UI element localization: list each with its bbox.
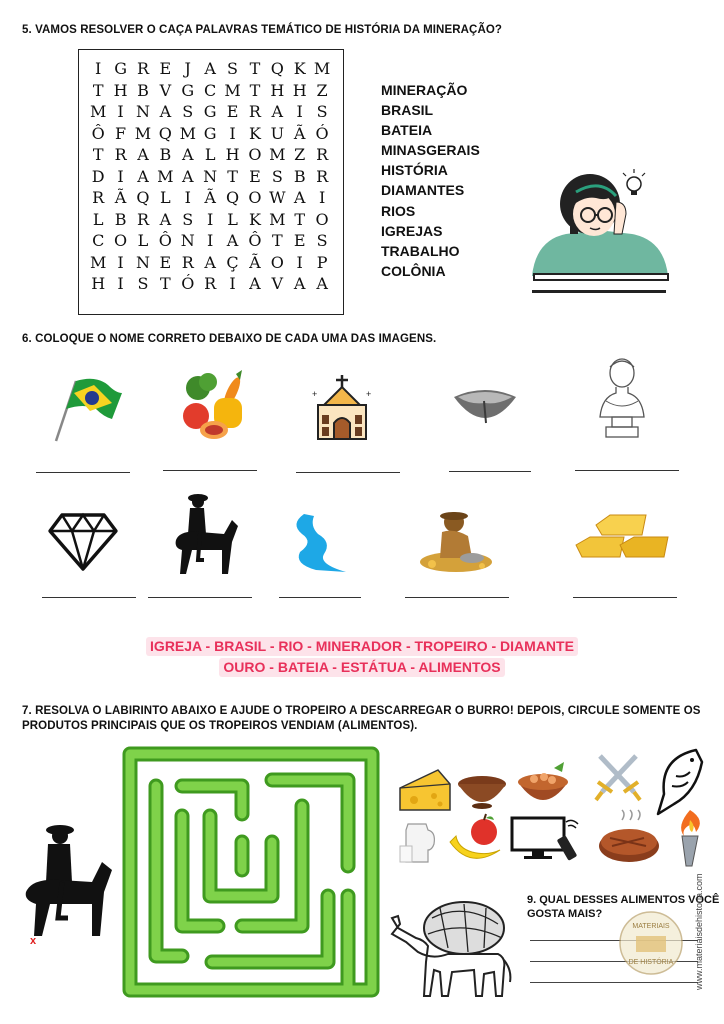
girl-studying-icon bbox=[530, 168, 670, 298]
gold-bars-icon bbox=[572, 507, 672, 565]
word-search-letter[interactable]: I bbox=[206, 231, 214, 250]
word-list-item: HISTÓRIA bbox=[381, 162, 448, 179]
word-search-letter[interactable]: M bbox=[90, 102, 107, 121]
word-search-letter[interactable]: E bbox=[226, 102, 239, 121]
answer-blank-7[interactable] bbox=[148, 597, 252, 598]
word-search-grid[interactable] bbox=[78, 49, 344, 315]
word-search-letter[interactable]: M bbox=[134, 123, 152, 143]
word-search-row bbox=[87, 101, 333, 123]
word-list-item: MINERAÇÃO bbox=[381, 82, 468, 98]
word-search-letter[interactable]: V bbox=[159, 80, 172, 100]
answer-blank-9[interactable] bbox=[405, 597, 509, 598]
word-search-letter[interactable]: M bbox=[157, 166, 174, 186]
word-search-row bbox=[87, 209, 333, 231]
word-search-letter[interactable]: O bbox=[270, 252, 284, 272]
fruits-icon[interactable] bbox=[448, 816, 504, 866]
word-search-letter[interactable]: K bbox=[248, 123, 261, 143]
word-search-letter[interactable]: U bbox=[270, 123, 285, 143]
word-search-letter[interactable]: E bbox=[293, 231, 306, 250]
word-search-letter[interactable]: E bbox=[249, 166, 261, 186]
word-bank-line-2: OURO - BATEIA - ESTÁTUA - ALIMENTOS bbox=[219, 658, 504, 677]
word-search-letter[interactable]: S bbox=[137, 274, 149, 293]
cheese-icon[interactable] bbox=[398, 768, 452, 814]
word-search-letter[interactable]: Q bbox=[225, 188, 240, 207]
word-search-letter[interactable]: A bbox=[159, 209, 172, 229]
word-search-letter[interactable]: T bbox=[92, 80, 104, 100]
word-search-letter[interactable]: M bbox=[269, 145, 286, 164]
word-search-letter[interactable]: A bbox=[226, 231, 239, 250]
word-search-letter[interactable]: W bbox=[269, 188, 286, 207]
word-search-letter[interactable]: S bbox=[271, 166, 283, 186]
word-search-row bbox=[87, 123, 333, 145]
vegetables-icon bbox=[180, 372, 250, 440]
word-search-row bbox=[87, 252, 333, 274]
answer-blank-6[interactable] bbox=[42, 597, 136, 598]
word-search-letter[interactable]: I bbox=[117, 102, 124, 121]
word-search-letter[interactable]: I bbox=[296, 102, 303, 121]
word-search-letter[interactable]: B bbox=[114, 209, 127, 229]
word-search-letter[interactable]: Ç bbox=[226, 252, 239, 272]
word-search-letter[interactable]: Ô bbox=[158, 231, 172, 250]
word-search-letter[interactable]: M bbox=[90, 252, 107, 272]
word-search-letter[interactable]: N bbox=[135, 252, 150, 272]
word-search-letter[interactable]: I bbox=[117, 252, 124, 272]
word-search-letter[interactable]: S bbox=[316, 231, 328, 250]
word-search-row bbox=[87, 187, 333, 209]
word-search-letter[interactable]: R bbox=[181, 252, 194, 272]
word-search-letter[interactable]: M bbox=[224, 80, 241, 100]
word-search-letter[interactable]: C bbox=[204, 80, 217, 100]
word-search-letter[interactable]: Ã bbox=[249, 252, 261, 272]
bateia-pan-icon bbox=[450, 383, 520, 433]
word-search-row bbox=[87, 230, 333, 252]
tropeiro-mule-icon bbox=[170, 490, 242, 578]
svg-text:+: + bbox=[312, 389, 318, 399]
word-list-item: BRASIL bbox=[381, 102, 434, 119]
question-6-title: 6. COLOQUE O NOME CORRETO DEBAIXO DE CADA UMA DAS IMAGENS. bbox=[22, 333, 437, 345]
materiais-de-historia-logo bbox=[618, 910, 684, 976]
word-search-letter[interactable]: Z bbox=[316, 80, 328, 100]
word-search-letter[interactable]: R bbox=[136, 59, 149, 78]
answer-blank-8[interactable] bbox=[279, 597, 361, 598]
word-search-letter[interactable]: O bbox=[248, 188, 262, 207]
word-search-letter[interactable]: G bbox=[114, 59, 127, 78]
word-list bbox=[381, 80, 480, 281]
word-search-letter[interactable]: T bbox=[294, 209, 306, 229]
word-search-letter[interactable]: F bbox=[115, 123, 127, 143]
answer-line-3[interactable] bbox=[530, 982, 698, 983]
word-list-item: COLÔNIA bbox=[381, 262, 446, 279]
flag-brazil-icon bbox=[50, 375, 125, 445]
word-search-letter[interactable]: Ô bbox=[248, 231, 262, 250]
answer-blank-2[interactable] bbox=[163, 470, 257, 471]
television-icon[interactable] bbox=[510, 816, 580, 862]
word-search-letter[interactable]: T bbox=[92, 145, 104, 164]
word-search-letter[interactable]: S bbox=[316, 102, 328, 121]
gold-miner-icon bbox=[416, 508, 494, 574]
swords-icon[interactable] bbox=[594, 752, 642, 804]
word-search-letter[interactable]: B bbox=[293, 166, 306, 186]
word-list-item: MINASGERAIS bbox=[381, 142, 480, 159]
word-search-letter[interactable]: I bbox=[296, 252, 303, 272]
word-search-letter[interactable]: A bbox=[271, 102, 284, 121]
word-search-row bbox=[87, 273, 333, 295]
word-search-letter[interactable]: T bbox=[160, 274, 171, 293]
beans-bowl-icon[interactable] bbox=[456, 766, 508, 812]
word-search-letter[interactable]: Ó bbox=[315, 123, 329, 143]
answer-blank-3[interactable] bbox=[296, 472, 400, 473]
word-search-row bbox=[87, 166, 333, 188]
word-search-letters bbox=[87, 58, 333, 295]
word-search-letter[interactable]: M bbox=[269, 209, 286, 229]
word-search-letter[interactable]: A bbox=[159, 102, 172, 121]
word-search-letter[interactable]: N bbox=[135, 102, 150, 121]
word-search-letter[interactable]: A bbox=[181, 145, 194, 164]
word-search-letter[interactable]: A bbox=[204, 252, 216, 272]
word-search-letter[interactable]: G bbox=[203, 123, 217, 143]
word-search-letter[interactable]: E bbox=[159, 252, 172, 272]
diamond-icon bbox=[48, 513, 118, 571]
word-search-letter[interactable]: I bbox=[229, 123, 236, 143]
word-bank-line-1: IGREJA - BRASIL - RIO - MINERADOR - TROPEIRO - DIAMANTE bbox=[146, 637, 578, 656]
word-search-letter[interactable]: Q bbox=[158, 123, 172, 143]
church-icon bbox=[308, 375, 376, 443]
word-search-letter[interactable]: S bbox=[227, 59, 239, 78]
word-search-letter[interactable]: Ô bbox=[91, 123, 105, 143]
word-search-letter[interactable]: H bbox=[270, 80, 285, 100]
milk-icon[interactable] bbox=[400, 820, 440, 864]
word-search-letter[interactable]: S bbox=[182, 102, 194, 121]
word-search-letter[interactable]: M bbox=[313, 59, 331, 78]
word-search-letter[interactable]: A bbox=[137, 166, 149, 186]
word-search-letter[interactable]: L bbox=[204, 145, 216, 164]
statue-bust-icon bbox=[594, 355, 650, 443]
word-search-letter[interactable]: R bbox=[204, 274, 217, 293]
word-search-row bbox=[87, 144, 333, 166]
word-search-letter[interactable]: E bbox=[159, 59, 172, 78]
word-search-letter[interactable]: A bbox=[204, 59, 216, 78]
word-list-item: TRABALHO bbox=[381, 242, 460, 259]
word-search-letter[interactable]: I bbox=[318, 188, 326, 207]
word-search-letter[interactable]: I bbox=[206, 209, 214, 229]
word-search-letter[interactable]: T bbox=[227, 166, 238, 186]
word-search-letter[interactable]: O bbox=[315, 209, 329, 229]
word-search-letter[interactable]: Q bbox=[270, 59, 284, 78]
word-search-letter[interactable]: R bbox=[136, 209, 149, 229]
watermark: www.materiaisdehistoria.com bbox=[694, 873, 704, 990]
word-search-letter[interactable]: Ó bbox=[181, 274, 195, 293]
word-search-letter[interactable]: T bbox=[249, 59, 261, 78]
word-search-letter[interactable]: I bbox=[117, 274, 124, 293]
word-search-letter[interactable]: V bbox=[271, 274, 284, 293]
word-search-letter[interactable]: I bbox=[229, 274, 236, 293]
word-search-letter[interactable]: C bbox=[92, 231, 105, 250]
word-search-letter[interactable]: R bbox=[316, 166, 329, 186]
svg-text:DE HISTÓRIA: DE HISTÓRIA bbox=[628, 959, 674, 966]
word-search-letter[interactable]: Ã bbox=[114, 188, 127, 207]
word-search-letter[interactable]: N bbox=[180, 231, 195, 250]
word-search-letter[interactable]: T bbox=[249, 80, 261, 100]
word-search-letter[interactable]: Ã bbox=[293, 123, 306, 143]
word-search-letter[interactable]: A bbox=[249, 274, 261, 293]
word-search-letter[interactable]: R bbox=[248, 102, 261, 121]
word-search-letter[interactable]: T bbox=[271, 231, 283, 250]
word-search-letter[interactable]: R bbox=[316, 145, 329, 164]
word-search-letter[interactable]: P bbox=[316, 252, 328, 272]
loaded-donkey-icon bbox=[388, 898, 520, 1000]
word-search-letter[interactable]: A bbox=[181, 166, 194, 186]
word-search-letter[interactable]: L bbox=[92, 209, 104, 229]
question-5-title: 5. VAMOS RESOLVER O CAÇA PALAVRAS TEMÁTICO DE HISTÓRIA DA MINERAÇÃO? bbox=[22, 24, 503, 36]
word-search-letter[interactable]: A bbox=[293, 274, 306, 293]
word-search-letter[interactable]: J bbox=[184, 59, 191, 78]
word-search-letter[interactable]: B bbox=[137, 80, 149, 100]
word-search-letter[interactable]: H bbox=[91, 274, 106, 293]
word-search-letter[interactable]: R bbox=[92, 188, 105, 207]
word-search-letter[interactable]: L bbox=[137, 231, 149, 250]
answer-blank-10[interactable] bbox=[573, 597, 677, 598]
word-search-letter[interactable]: D bbox=[91, 166, 105, 186]
answer-blank-1[interactable] bbox=[36, 472, 130, 473]
word-search-letter[interactable]: N bbox=[203, 166, 218, 186]
word-search-letter[interactable]: O bbox=[114, 231, 128, 250]
river-icon bbox=[288, 512, 348, 574]
word-search-letter[interactable]: A bbox=[316, 274, 328, 293]
word-list-item: RIOS bbox=[381, 202, 416, 219]
maze-start-mark: x bbox=[30, 935, 37, 947]
steak-icon[interactable] bbox=[598, 808, 660, 864]
svg-text:MATERIAIS: MATERIAIS bbox=[632, 923, 670, 930]
word-search-letter[interactable]: M bbox=[179, 123, 196, 143]
word-search-letter[interactable]: A bbox=[293, 188, 306, 207]
word-list-item: IGREJAS bbox=[381, 222, 443, 239]
hedge-maze[interactable] bbox=[122, 746, 380, 998]
answer-blank-4[interactable] bbox=[449, 471, 531, 472]
word-search-row bbox=[87, 80, 333, 102]
word-list-item: BATEIA bbox=[381, 122, 433, 139]
word-search-letter[interactable]: O bbox=[248, 145, 262, 164]
word-search-letter[interactable]: S bbox=[182, 209, 194, 229]
question-7-title: 7. RESOLVA O LABIRINTO ABAIXO E AJUDE O TROPEIRO A DESCARREGAR O BURRO! DEPOIS, CIRCULE SOMENTE OS PRODUTOS PRINCIPAIS QUE OS TROPEIROS VENDIAM (ALIMENTOS). bbox=[22, 705, 701, 732]
word-search-letter[interactable]: B bbox=[159, 145, 172, 164]
word-search-letter[interactable]: A bbox=[137, 145, 149, 164]
word-search-letter[interactable]: I bbox=[117, 166, 124, 186]
word-search-letter[interactable]: I bbox=[95, 59, 102, 78]
word-search-letter[interactable]: L bbox=[160, 188, 171, 207]
svg-text:+: + bbox=[366, 389, 372, 399]
word-search-letter[interactable]: H bbox=[225, 145, 240, 164]
tropeiro-mule-icon bbox=[20, 822, 116, 940]
word-search-letter[interactable]: G bbox=[181, 80, 195, 100]
word-search-letter[interactable]: H bbox=[292, 80, 307, 100]
word-search-row bbox=[87, 58, 333, 80]
word-search-letter[interactable]: K bbox=[248, 209, 261, 229]
word-list-item: DIAMANTES bbox=[381, 182, 465, 199]
word-search-letter[interactable]: Ã bbox=[204, 188, 216, 207]
word-search-letter[interactable]: Z bbox=[294, 145, 306, 164]
word-bank bbox=[0, 637, 724, 679]
answer-blank-5[interactable] bbox=[575, 470, 679, 471]
word-search-letter[interactable]: R bbox=[114, 145, 127, 164]
word-search-letter[interactable]: G bbox=[203, 102, 217, 121]
word-search-letter[interactable]: I bbox=[184, 188, 191, 207]
peanuts-bowl-icon[interactable] bbox=[516, 762, 570, 812]
word-search-letter[interactable]: H bbox=[113, 80, 128, 100]
word-search-letter[interactable]: L bbox=[227, 209, 238, 229]
word-search-letter[interactable]: K bbox=[293, 59, 306, 78]
word-search-letter[interactable]: Q bbox=[136, 188, 150, 207]
question-9-title: 9. QUAL DESSES ALIMENTOS VOCÊ GOSTA MAIS? bbox=[527, 894, 720, 920]
